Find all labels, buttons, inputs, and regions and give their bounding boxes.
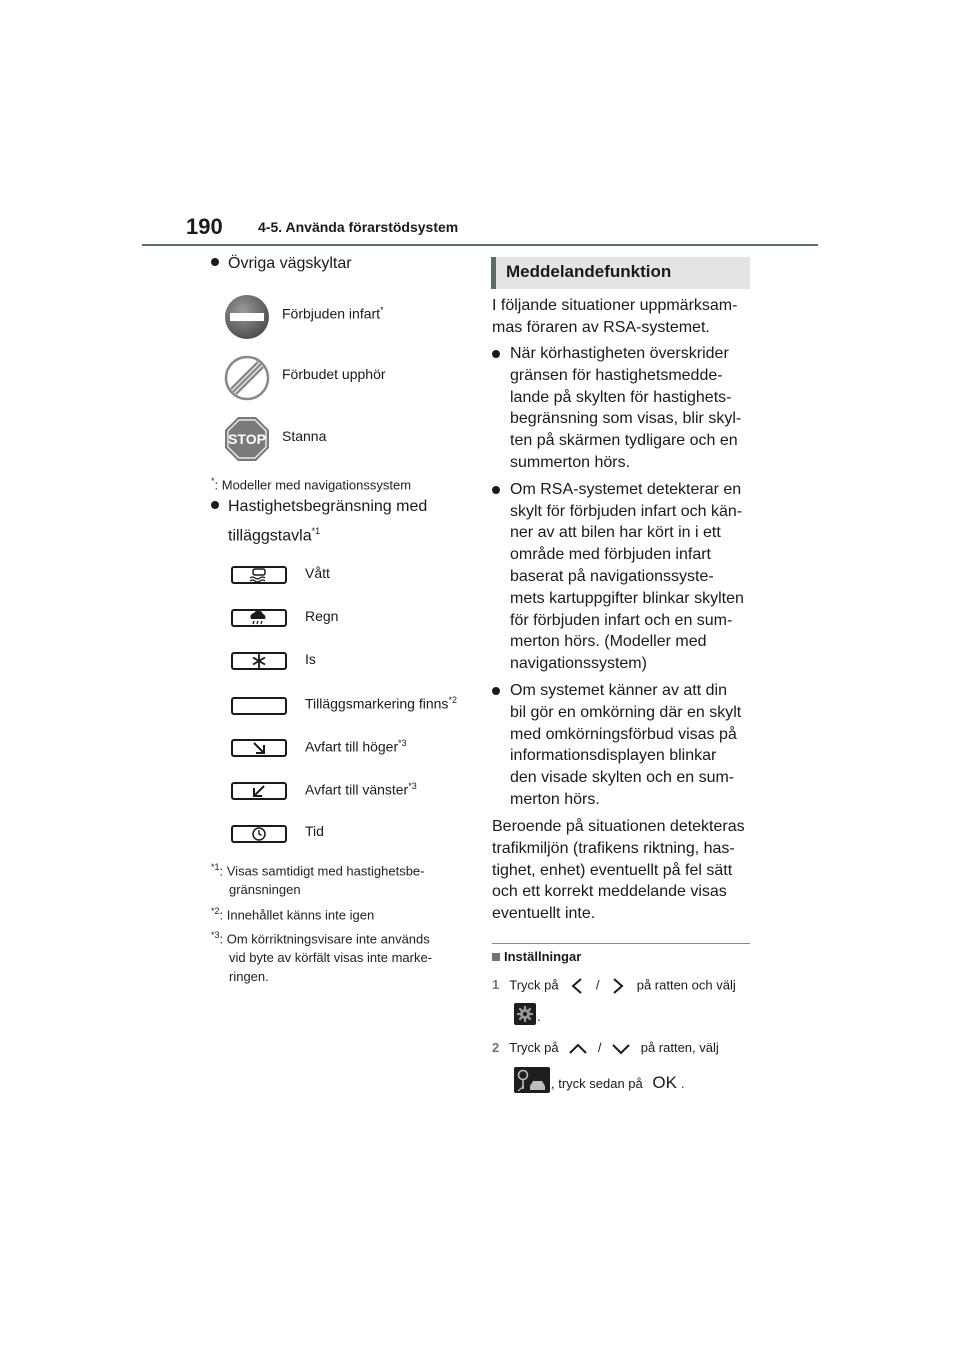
- arrow-down-right-icon: [231, 739, 287, 757]
- speed-limit-heading: Hastighetsbegränsning med: [211, 496, 427, 518]
- ok-icon: OK: [652, 1073, 677, 1092]
- wet-road-icon: [231, 566, 287, 584]
- message-bullets: [492, 343, 750, 816]
- clock-icon: [231, 825, 287, 843]
- message-function-heading-box: [491, 257, 750, 289]
- plate-label-wet: Vått: [305, 565, 330, 581]
- page-number: 190: [186, 214, 223, 239]
- bullet-icon: [492, 687, 500, 695]
- list-item: Om systemet känner av att din bil gör en omkörning där en skylt med omkörningsförbud visas på informationsdisplayen blinkar den visade skylten och en sum- merton hörs.: [492, 680, 750, 811]
- sign-label-end-restriction: Förbudet upphör: [282, 366, 386, 382]
- square-bullet-icon: [492, 953, 500, 961]
- chevron-down-icon: [611, 1042, 631, 1056]
- section-title: 4-5. Använda förarstödsystem: [258, 219, 459, 235]
- list-item: Om RSA-systemet detekterar en skylt för förbjuden infart och kän- ner av att bilen har kört in i ett område med förbjuden infart baserat på navigationssyste- mets kartuppgifter blinkar skylten för förbjuden infart och en sum- merton hörs. (Modeller med navigationssystem): [492, 479, 750, 675]
- footnote-2: $^{*2}$: Innehållet känns inte igen: [211, 906, 375, 923]
- step-1: 1 Tryck på / på ratten och välj: [492, 977, 736, 995]
- intro-paragraph: I följande situationer uppmärksam- mas föraren av RSA-systemet.: [492, 297, 738, 336]
- arrow-down-left-icon: [231, 782, 287, 800]
- message-function-heading: Meddelandefunktion: [506, 262, 672, 281]
- bullet-icon: [492, 486, 500, 494]
- footnote-1: $^{*1}$: Visas samtidigt med hastighetsbe- gränsningen: [211, 862, 425, 898]
- settings-title: Inställningar: [492, 949, 581, 964]
- chevron-up-icon: [568, 1042, 588, 1056]
- blank-plate-icon: [231, 697, 287, 715]
- other-signs-heading: Övriga vägskyltar: [211, 253, 352, 275]
- bullet-icon: [211, 501, 219, 509]
- plate-label-rain: Regn: [305, 608, 339, 624]
- bullet-icon: [211, 258, 219, 266]
- rain-icon: [231, 609, 287, 627]
- sign-label-no-entry: Förbjuden infart*: [282, 305, 384, 322]
- no-entry-sign-icon: [224, 294, 270, 340]
- stop-sign-text: STOP: [228, 431, 266, 447]
- closing-paragraph: Beroende på situationen detekteras trafikmiljön (trafikens riktning, has- tighet, enhet) eventuellt på fel sätt och ett korrekt meddelande visas eventuellt inte.: [492, 818, 745, 923]
- step-1-end: .: [537, 1009, 541, 1024]
- road-sign-assist-icon: [514, 1067, 550, 1093]
- plate-label-time: Tid: [305, 823, 324, 839]
- plate-label-exit-left: Avfart till vänster$^{*3}$: [305, 781, 417, 798]
- header-divider: [142, 244, 818, 246]
- end-of-restriction-sign-icon: [224, 355, 270, 401]
- chevron-right-icon: [611, 977, 625, 995]
- plate-label-ice: Is: [305, 651, 316, 667]
- sign-label-stop: Stanna: [282, 428, 327, 444]
- stop-sign-icon: [224, 416, 270, 462]
- plate-label-exit-right: Avfart till höger$^{*3}$: [305, 738, 407, 755]
- footnote-3: $^{*3}$: Om körriktningsvisare inte används vid byte av körfält visas inte marke- ringen.: [211, 930, 433, 985]
- chevron-left-icon: [570, 977, 584, 995]
- gear-icon: [514, 1003, 536, 1025]
- step-2-end: , tryck sedan på OK .: [551, 1073, 685, 1092]
- step-2: 2 Tryck på / på ratten, välj: [492, 1040, 719, 1055]
- speed-limit-heading-cont: tilläggstavla$^{*1}$: [228, 526, 321, 545]
- settings-divider: [492, 943, 750, 944]
- footnote-star: *: Modeller med navigationssystem: [211, 476, 412, 493]
- bullet-icon: [492, 350, 500, 358]
- snowflake-icon: [231, 652, 287, 670]
- list-item: När körhastigheten överskrider gränsen för hastighetsmedde- lande på skylten för hastighets- begränsning som visas, blir skyl- ten på skärmen tydligare och en summerton hörs.: [492, 343, 750, 474]
- plate-label-additional: Tilläggsmarkering finns$^{*2}$: [305, 695, 457, 712]
